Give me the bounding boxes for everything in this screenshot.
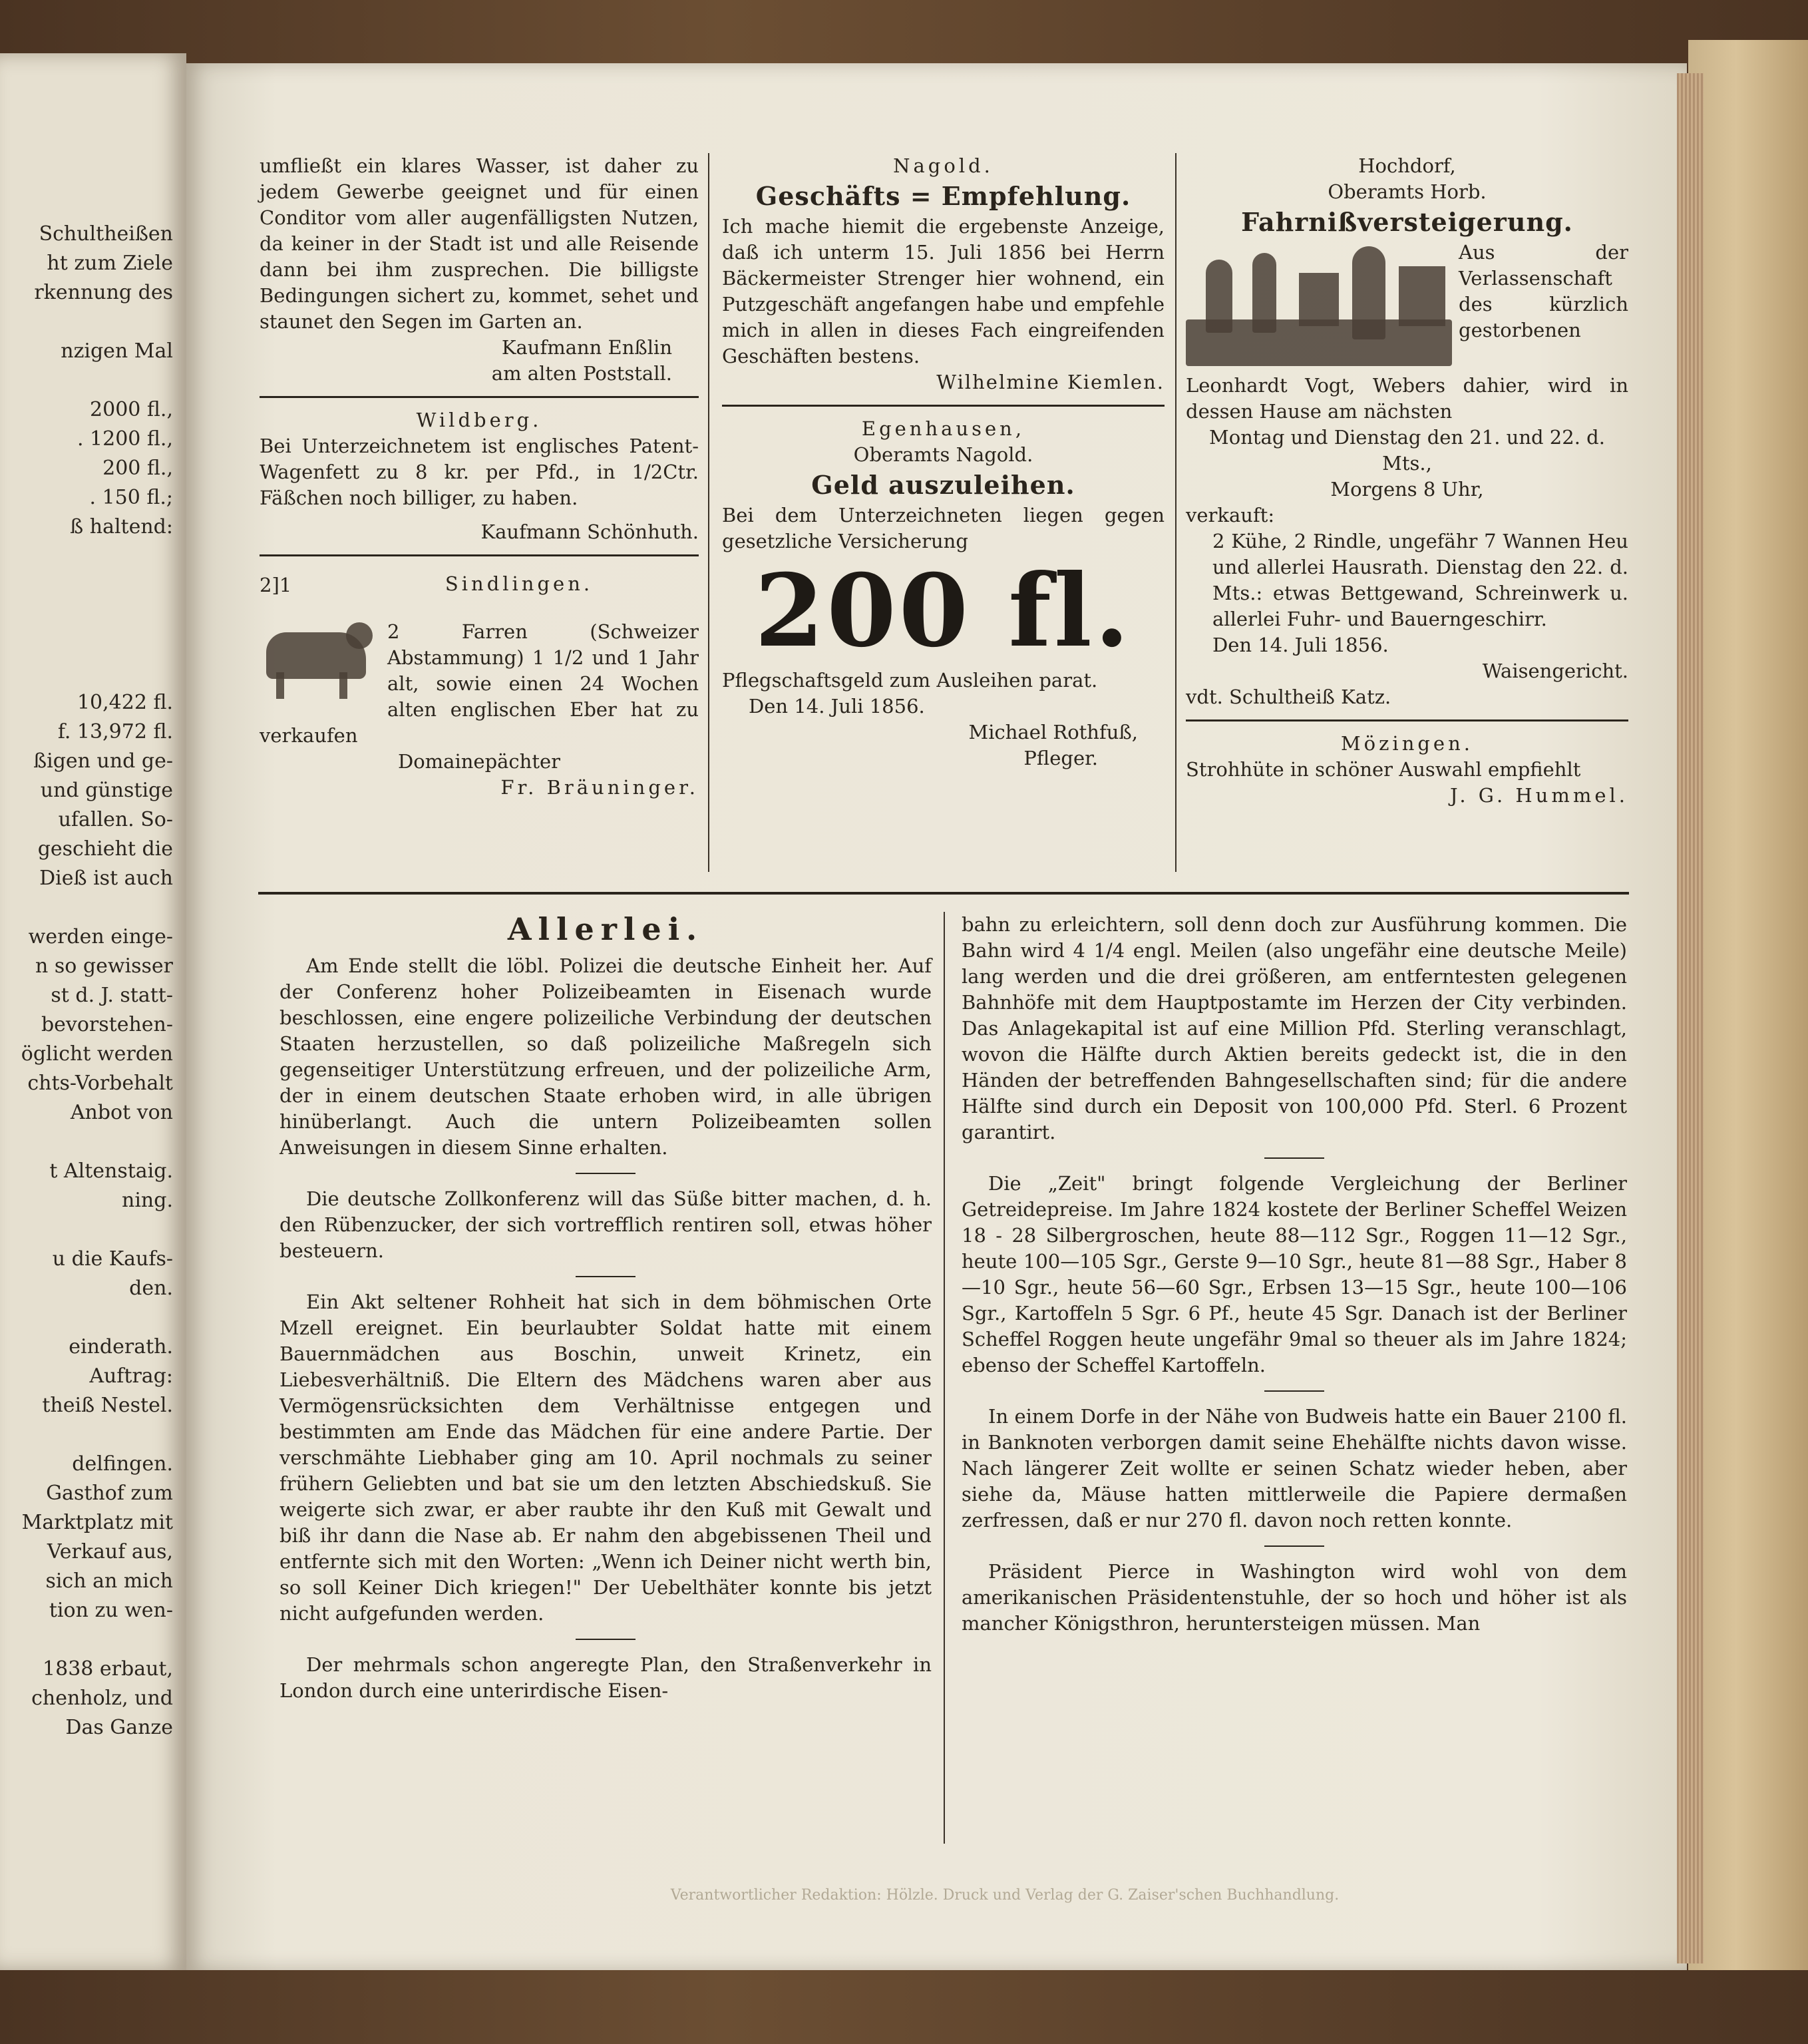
- left-fragment-line: ning.: [122, 1189, 173, 1212]
- left-fragment-line: geschieht die: [37, 837, 173, 861]
- left-fragment-line: [0, 366, 173, 395]
- left-fragment-line: ß haltend:: [70, 515, 173, 538]
- hochdorf-items: 2 Kühe, 2 Rindle, ungefähr 7 Wannen Heu und allerlei Hausrath. Dienstag den 22. d. Mts.: etwas Bettgewand, Schreinwerk u. allerlei Fuhr- und Bauerngeschirr.: [1212, 530, 1628, 630]
- ad-mark: 2]1: [260, 574, 292, 596]
- left-fragment-line: bevorstehen-: [41, 1013, 173, 1036]
- left-fragment-line: Das Ganze: [65, 1716, 173, 1739]
- divider: [260, 554, 699, 556]
- left-fragment-line: werden einge-: [28, 925, 173, 948]
- garden-ad-text: umfließt ein klares Wasser, ist daher zu jedem Gewerbe geeignet und für einen Conditor vom aller augenfälligsten Nutzen, da keiner in der Stadt ist und alle Reisende dann bei ihm zusprechen. Die billigste Bedingungen sichert zu, kommet, sehet und staunet den Segen im Garten an.: [260, 154, 699, 333]
- column-divider: [1175, 153, 1176, 872]
- left-fragment-line: 200 fl.,: [102, 457, 173, 480]
- hochdorf-sub: Oberamts Horb.: [1328, 180, 1487, 203]
- nagold-heading: Geschäfts = Empfehlung.: [755, 181, 1131, 211]
- moezingen-text: Strohhüte in schöner Auswahl empfiehlt: [1186, 758, 1581, 781]
- bull-woodcut-icon: [260, 619, 379, 699]
- left-fragment-line: [0, 600, 173, 630]
- nagold-signature: Wilhelmine Kiemlen.: [936, 371, 1165, 393]
- hochdorf-court: Waisengericht.: [1482, 660, 1628, 682]
- left-fragment-line: Anbot von: [70, 1101, 173, 1124]
- divider: [260, 396, 699, 398]
- allerlei-column-left: [279, 912, 932, 1704]
- egenhausen-place: Egenhausen,: [861, 417, 1025, 440]
- egenhausen-date: Den 14. Juli 1856.: [749, 695, 925, 717]
- hochdorf-signature: vdt. Schultheiß Katz.: [1186, 686, 1391, 708]
- allerlei-paragraph-5: bahn zu erleichtern, soll denn doch zur Ausführung kommen. Die Bahn wird 4 1/4 engl. Meilen (also ungefähr eine deutsche Meile) lang werden und die drei größeren, am entferntesten gelegenen Bahnhöfe mit dem Hauptpostamte im Herzen der City verbinden. Das Anlagekapital ist auf eine Million Pfd. Sterling veranschlagt, wovon die Hälfte durch Aktien bereits gedeckt ist, die in den Händen der betreffenden Bahngesellschaften sind; für die andere Hälfte sind durch ein Deposit von 100,000 Pfd. Sterl. 6 Prozent garantirt.: [962, 913, 1627, 1143]
- divider: [1264, 1545, 1324, 1547]
- column-3: [1186, 153, 1628, 809]
- left-fragment-line: [0, 1625, 173, 1655]
- moezingen-signature: J. G. Hummel.: [1450, 784, 1628, 807]
- allerlei-paragraph-4: Der mehrmals schon angeregte Plan, den Straßenverkehr in London durch eine unterirdische Eisen-: [279, 1653, 932, 1702]
- book-cover-edge: [1688, 40, 1808, 1970]
- left-fragment-line: u die Kaufs-: [52, 1247, 173, 1271]
- left-fragment-line: [0, 659, 173, 688]
- left-fragment-line: st d. J. statt-: [51, 984, 173, 1007]
- garden-ad-signature-line2: am alten Poststall.: [491, 362, 672, 385]
- left-fragment-line: tion zu wen-: [49, 1599, 173, 1622]
- allerlei-paragraph-3: Ein Akt seltener Rohheit hat sich in dem böhmischen Orte Mzell ereignet. Ein beurlaubter Soldat hatte mit einem Bauernmädchen aus Boschin, unweit Krinetz, ein Liebesverhältniß. Die Eltern des Mädchens waren aber aus Vermögensrücksichten dem Verhältnisse entgegen und bestimmten am Ende das Mädchen für eine andere Partie. Der verschmähte Liebhaber ging am 10. April nochmals zu seiner frühern Geliebten und bat sie um den letzten Abschiedskuß. Sie weigerte sich zwar, er aber raubte ihr den Kuß mit Gewalt und biß ihr dann die Nase ab. Er nahm den abgebissenen Theil und entfernte sich mit den Worten: „Wenn ich Deiner nicht werth bin, so soll Keiner Dich kriegen!" Der Uebelthäter konnte bis jetzt nicht aufgefunden werden.: [279, 1291, 932, 1625]
- left-fragment-line: nzigen Mal: [61, 339, 173, 363]
- left-fragment-line: [0, 542, 173, 571]
- section-divider: [258, 892, 1629, 895]
- garden-ad-signature: Kaufmann Enßlin: [501, 336, 672, 359]
- wildberg-ad-text: Bei Unterzeichnetem ist englisches Patent-Wagenfett zu 8 kr. per Pfd., in 1/2Ctr. Fäßchen noch billiger, zu haben.: [260, 435, 699, 509]
- left-fragment-line: öglicht werden: [21, 1042, 173, 1066]
- hochdorf-date: Den 14. Juli 1856.: [1212, 634, 1389, 656]
- wildberg-place: Wildberg.: [416, 409, 542, 431]
- divider: [1264, 1390, 1324, 1392]
- left-fragment-line: 1838 erbaut,: [43, 1657, 173, 1681]
- left-fragment-line: [0, 1127, 173, 1157]
- nagold-place: Nagold.: [893, 154, 994, 177]
- left-page-fragment: [0, 220, 173, 1742]
- left-fragment-line: [0, 1420, 173, 1450]
- left-fragment-line: n so gewisser: [35, 954, 173, 978]
- divider: [576, 1639, 635, 1640]
- egenhausen-sub: Oberamts Nagold.: [853, 443, 1033, 466]
- page-edge-stack: [1677, 73, 1704, 1963]
- column-1: [260, 153, 699, 801]
- sindlingen-signature-line2: Fr. Bräuninger.: [500, 776, 699, 799]
- left-fragment-line: chenholz, und: [31, 1687, 173, 1710]
- left-fragment-line: f. 13,972 fl.: [57, 720, 173, 743]
- sindlingen-ad-text: 2 Farren (Schweizer Abstammung) 1 1/2 und 1 Jahr alt, sowie einen 24 Wochen alten englischen Eber hat zu verkaufen: [260, 620, 699, 747]
- divider: [576, 1276, 635, 1277]
- left-fragment-line: [0, 571, 173, 600]
- column-2: [722, 153, 1165, 771]
- left-fragment-line: [0, 307, 173, 337]
- left-fragment-line: ßigen und ge-: [33, 749, 173, 773]
- left-fragment-line: ufallen. So-: [58, 808, 173, 831]
- left-fragment-line: Gasthof zum: [46, 1482, 173, 1505]
- sindlingen-place: Sindlingen.: [445, 572, 594, 595]
- left-fragment-line: einderath.: [69, 1335, 173, 1358]
- left-fragment-line: Verkauf aus,: [47, 1540, 173, 1563]
- divider: [576, 1173, 635, 1174]
- loan-amount: 200 fl.: [754, 552, 1133, 670]
- allerlei-paragraph-8: Präsident Pierce in Washington wird wohl von dem amerikanischen Präsidentenstuhle, der so hoch und höher ist als mancher Königsthron, heruntersteigen müssen. Man: [962, 1560, 1627, 1635]
- left-fragment-line: Schultheißen: [39, 222, 173, 246]
- sindlingen-signature: Domainepächter: [397, 750, 561, 773]
- allerlei-paragraph-7: In einem Dorfe in der Nähe von Budweis hatte ein Bauer 2100 fl. in Banknoten verborgen damit seine Ehehälfte nichts davon wisse. Nach längerer Zeit wollte er seinen Schatz wieder heben, aber siehe da, Mäuse hatten mittlerweile die Papiere dermaßen zerfressen, daß er nur 270 fl. davon noch retten konnte.: [962, 1405, 1627, 1532]
- hochdorf-heading: Fahrnißversteigerung.: [1241, 207, 1573, 237]
- left-fragment-line: Marktplatz mit: [21, 1511, 173, 1534]
- left-fragment-line: Auftrag:: [89, 1364, 173, 1388]
- divider: [1186, 719, 1628, 721]
- left-fragment-line: sich an mich: [45, 1569, 173, 1593]
- left-fragment-line: [0, 893, 173, 922]
- hochdorf-text-2: Leonhardt Vogt, Webers dahier, wird in dessen Hause am nächsten: [1186, 374, 1628, 423]
- left-fragment-line: t Altenstaig.: [49, 1159, 173, 1183]
- nagold-ad-text: Ich mache hiemit die ergebenste Anzeige, daß ich unterm 15. Juli 1856 bei Herrn Bäckermeister Strenger hier wohnend, ein Putzgeschäft angefangen habe und empfehle mich in allen in dieses Fach eingreifenden Geschäften bestens.: [722, 215, 1165, 367]
- egenhausen-text: Bei dem Unterzeichneten liegen gegen gesetzliche Versicherung: [722, 504, 1165, 552]
- egenhausen-heading: Geld auszuleihen.: [811, 470, 1075, 500]
- hochdorf-time: Morgens 8 Uhr,: [1330, 478, 1484, 501]
- left-fragment-line: 10,422 fl.: [77, 691, 173, 714]
- left-fragment-line: rkennung des: [34, 281, 173, 304]
- egenhausen-signature: Michael Rothfuß,: [968, 721, 1138, 743]
- wildberg-ad-signature: Kaufmann Schönhuth.: [480, 520, 699, 543]
- column-divider: [708, 153, 709, 872]
- auction-woodcut-icon: [1186, 240, 1452, 373]
- divider: [722, 405, 1165, 407]
- hochdorf-sold: verkauft:: [1186, 504, 1275, 526]
- allerlei-title: Allerlei.: [507, 911, 704, 947]
- left-fragment-line: den.: [129, 1277, 173, 1300]
- column-divider: [944, 912, 945, 1844]
- left-fragment-line: chts-Vorbehalt: [27, 1072, 173, 1095]
- left-fragment-line: . 1200 fl.,: [77, 427, 173, 451]
- printer-imprint: Verantwortlicher Redaktion: Hölzle. Druck und Verlag der G. Zaiser'schen Buchhandlung.: [670, 1887, 1340, 1904]
- left-fragment-line: und günstige: [40, 779, 173, 802]
- left-fragment-line: [0, 1215, 173, 1245]
- egenhausen-text-2: Pflegschaftsgeld zum Ausleihen parat.: [722, 669, 1098, 692]
- left-fragment-line: ht zum Ziele: [47, 252, 173, 275]
- left-fragment-line: delfingen.: [72, 1452, 173, 1476]
- left-fragment-line: [0, 1303, 173, 1332]
- allerlei-paragraph-2: Die deutsche Zollkonferenz will das Süße bitter machen, d. h. den Rübenzucker, der sich vortrefflich rentiren soll, etwas höher besteuern.: [279, 1187, 932, 1262]
- left-fragment-line: . 150 fl.;: [89, 486, 173, 509]
- moezingen-place: Mözingen.: [1340, 732, 1473, 755]
- allerlei-paragraph-1: Am Ende stellt die löbl. Polizei die deutsche Einheit her. Auf der Conferenz hoher Polizeibeamten in Eisenach wurde beschlossen, eine engere polizeiliche Verbindung der deutschen Staaten herzustellen, so daß polizeiliche Maßregeln sich gegenseitiger Unterstützung erfreuen, und der polizeiliche Arm, der in einem deutschen Staate erhoben wird, in alle übrigen hinüberlangt. Auch die untern Polizeibeamten sollen Anweisungen in diesem Sinne erhalten.: [279, 954, 932, 1159]
- hochdorf-place: Hochdorf,: [1358, 154, 1456, 177]
- divider: [1264, 1157, 1324, 1159]
- left-fragment-line: [0, 630, 173, 659]
- hochdorf-dates: Montag und Dienstag den 21. und 22. d. Mts.,: [1209, 426, 1605, 475]
- hochdorf-text-1: Aus der Verlassenschaft des kürzlich gestorbenen: [1459, 241, 1628, 341]
- left-fragment-line: theiß Nestel.: [42, 1394, 173, 1417]
- egenhausen-signature-line2: Pfleger.: [1023, 747, 1098, 769]
- left-fragment-line: 2000 fl.,: [90, 398, 173, 421]
- allerlei-column-right: [962, 912, 1627, 1637]
- left-fragment-line: Dieß ist auch: [39, 867, 173, 890]
- allerlei-paragraph-6: Die „Zeit" bringt folgende Vergleichung der Berliner Getreidepreise. Im Jahre 1824 kostete der Berliner Scheffel Weizen 18 - 28 Silbergroschen, heute 88—112 Sgr., Roggen 11—12 Sgr., heute 100—105 Sgr., Gerste 9—10 Sgr., heute 81—88 Sgr., Haber 8—10 Sgr., heute 56—60 Sgr., Erbsen 13—15 Sgr., heute 100—106 Sgr., Kartoffeln 5 Sgr. 6 Pf., heute 45 Sgr. Danach ist der Berliner Scheffel Roggen heute ungefähr 9mal so theuer als im Jahre 1824; ebenso der Scheffel Kartoffeln.: [962, 1172, 1627, 1376]
